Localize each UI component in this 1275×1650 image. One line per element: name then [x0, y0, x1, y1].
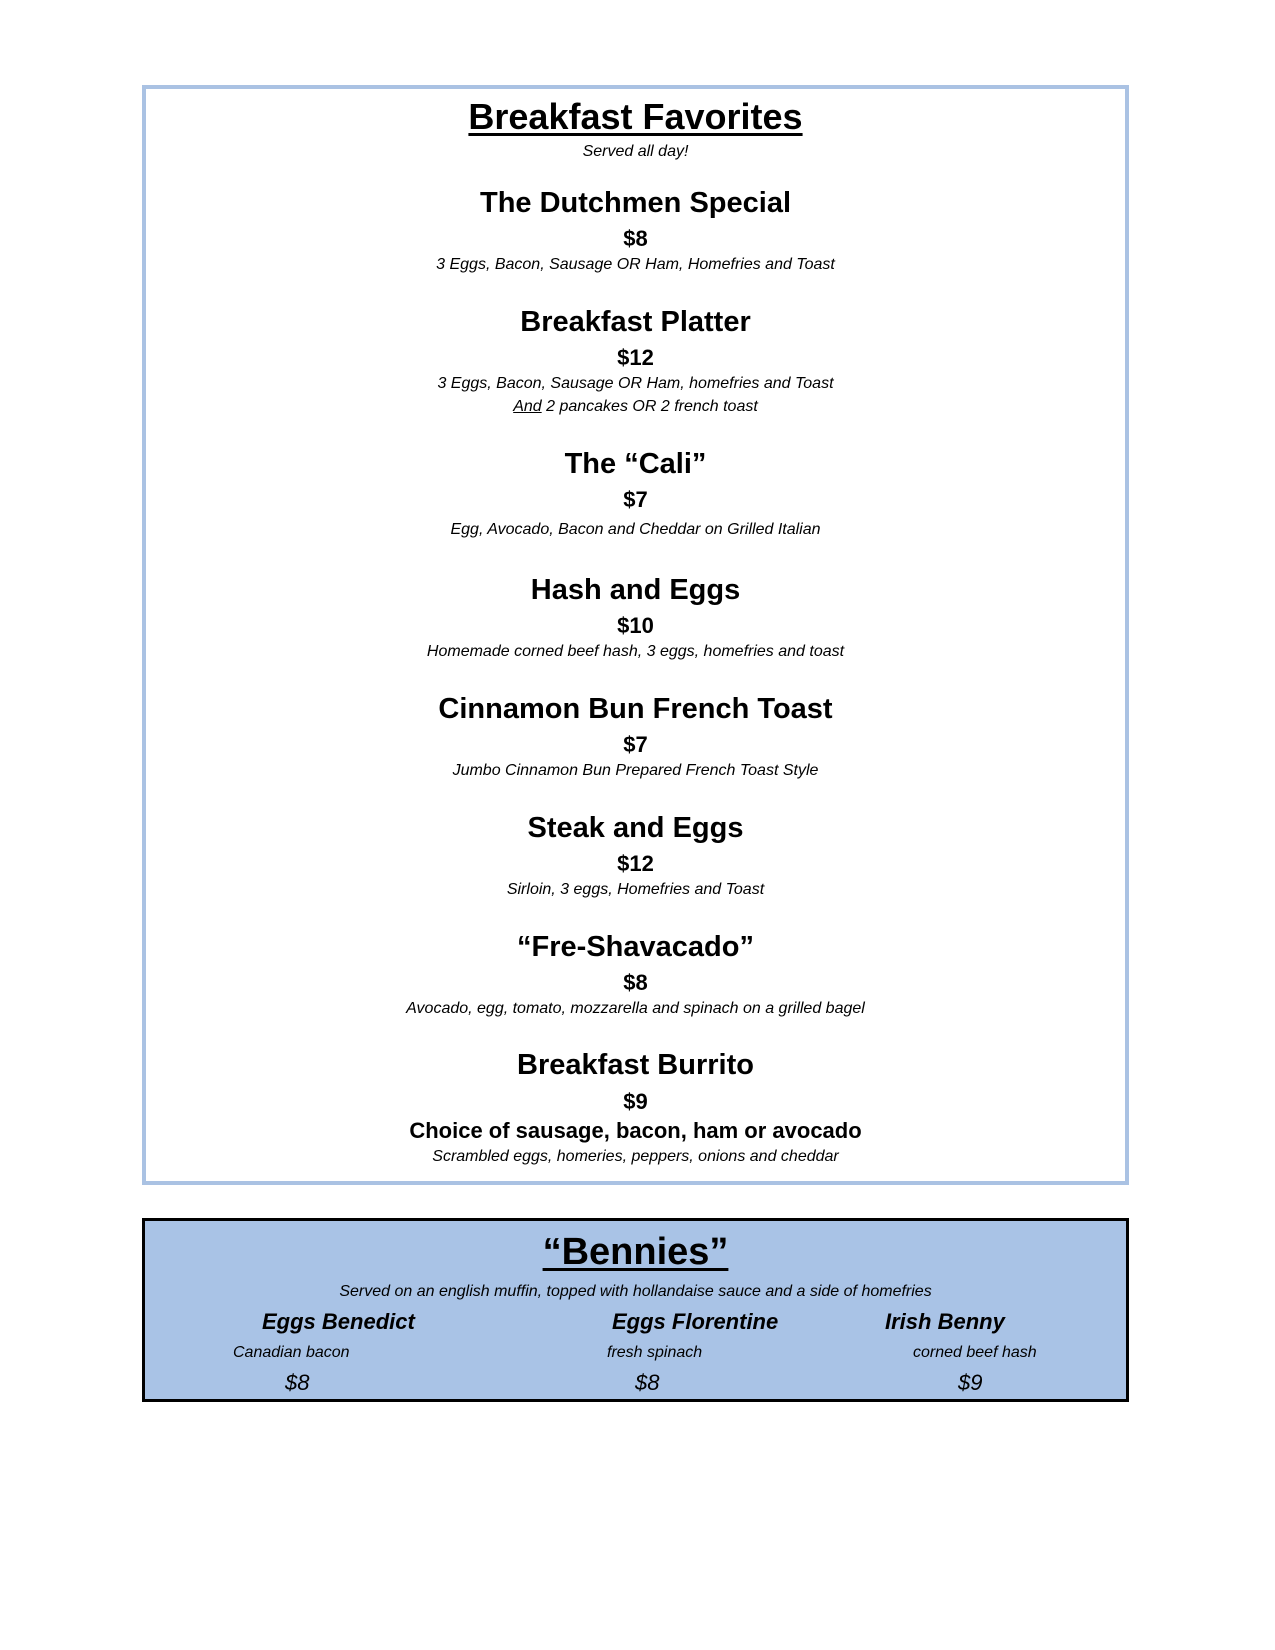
benny-desc-eggs-florentine: fresh spinach [607, 1344, 703, 1361]
item-name-steak-and-eggs: Steak and Eggs [527, 812, 744, 844]
item-name-cali: The “Cali” [564, 448, 707, 480]
bennies-subtitle: Served on an english muffin, topped with hollandaise sauce and a side of homefries [339, 1283, 932, 1300]
item-choice-breakfast-burrito: Choice of sausage, bacon, ham or avocado [409, 1118, 862, 1143]
item-name-hash-and-eggs: Hash and Eggs [530, 574, 741, 606]
pancakes-option-text: 2 pancakes OR 2 french toast [541, 398, 758, 415]
item-price-breakfast-platter: $12 [617, 345, 654, 370]
benny-name-eggs-benedict: Eggs Benedict [262, 1309, 415, 1334]
item-name-dutchmen-special: The Dutchmen Special [479, 187, 791, 219]
item-name-fre-shavacado: “Fre-Shavacado” [517, 931, 754, 963]
benny-price-irish-benny: $9 [958, 1370, 983, 1395]
served-all-day-subtitle: Served all day! [582, 143, 689, 160]
item-name-breakfast-platter: Breakfast Platter [520, 306, 751, 338]
benny-price-eggs-benedict: $8 [285, 1370, 310, 1395]
benny-desc-eggs-benedict: Canadian bacon [233, 1344, 350, 1361]
benny-name-irish-benny: Irish Benny [885, 1309, 1005, 1334]
item-price-cinnamon-bun-french-toast: $7 [623, 732, 648, 757]
item-price-breakfast-burrito: $9 [623, 1089, 648, 1114]
item-name-cinnamon-bun-french-toast: Cinnamon Bun French Toast [438, 693, 833, 725]
item-desc2-breakfast-platter [146, 399, 1125, 415]
item-desc-cali: Egg, Avocado, Bacon and Cheddar on Grilled Italian [450, 521, 821, 538]
item-desc-breakfast-platter: 3 Eggs, Bacon, Sausage OR Ham, homefries and Toast [437, 375, 834, 392]
and-underlined-text: And [513, 398, 542, 415]
bennies-title: “Bennies” [542, 1231, 729, 1273]
item-price-steak-and-eggs: $12 [617, 851, 654, 876]
item-name-breakfast-burrito: Breakfast Burrito [517, 1049, 754, 1081]
item-price-hash-and-eggs: $10 [617, 613, 654, 638]
item-desc-breakfast-burrito: Scrambled eggs, homeries, peppers, onions and cheddar [432, 1148, 839, 1165]
item-price-fre-shavacado: $8 [623, 970, 648, 995]
breakfast-favorites-section [142, 85, 1129, 1185]
item-desc-cinnamon-bun-french-toast: Jumbo Cinnamon Bun Prepared French Toast Style [452, 762, 819, 779]
item-desc-dutchmen-special: 3 Eggs, Bacon, Sausage OR Ham, Homefries and Toast [436, 256, 835, 273]
benny-name-eggs-florentine: Eggs Florentine [612, 1309, 779, 1334]
item-price-dutchmen-special: $8 [623, 226, 648, 251]
benny-desc-irish-benny: corned beef hash [913, 1344, 1037, 1361]
item-desc-fre-shavacado: Avocado, egg, tomato, mozzarella and spinach on a grilled bagel [406, 1000, 865, 1017]
page-title: Breakfast Favorites [468, 96, 803, 137]
bennies-section [142, 1218, 1129, 1402]
item-price-cali: $7 [623, 487, 648, 512]
item-desc-hash-and-eggs: Homemade corned beef hash, 3 eggs, homefries and toast [426, 643, 845, 660]
benny-price-eggs-florentine: $8 [635, 1370, 660, 1395]
item-desc-steak-and-eggs: Sirloin, 3 eggs, Homefries and Toast [506, 881, 765, 898]
